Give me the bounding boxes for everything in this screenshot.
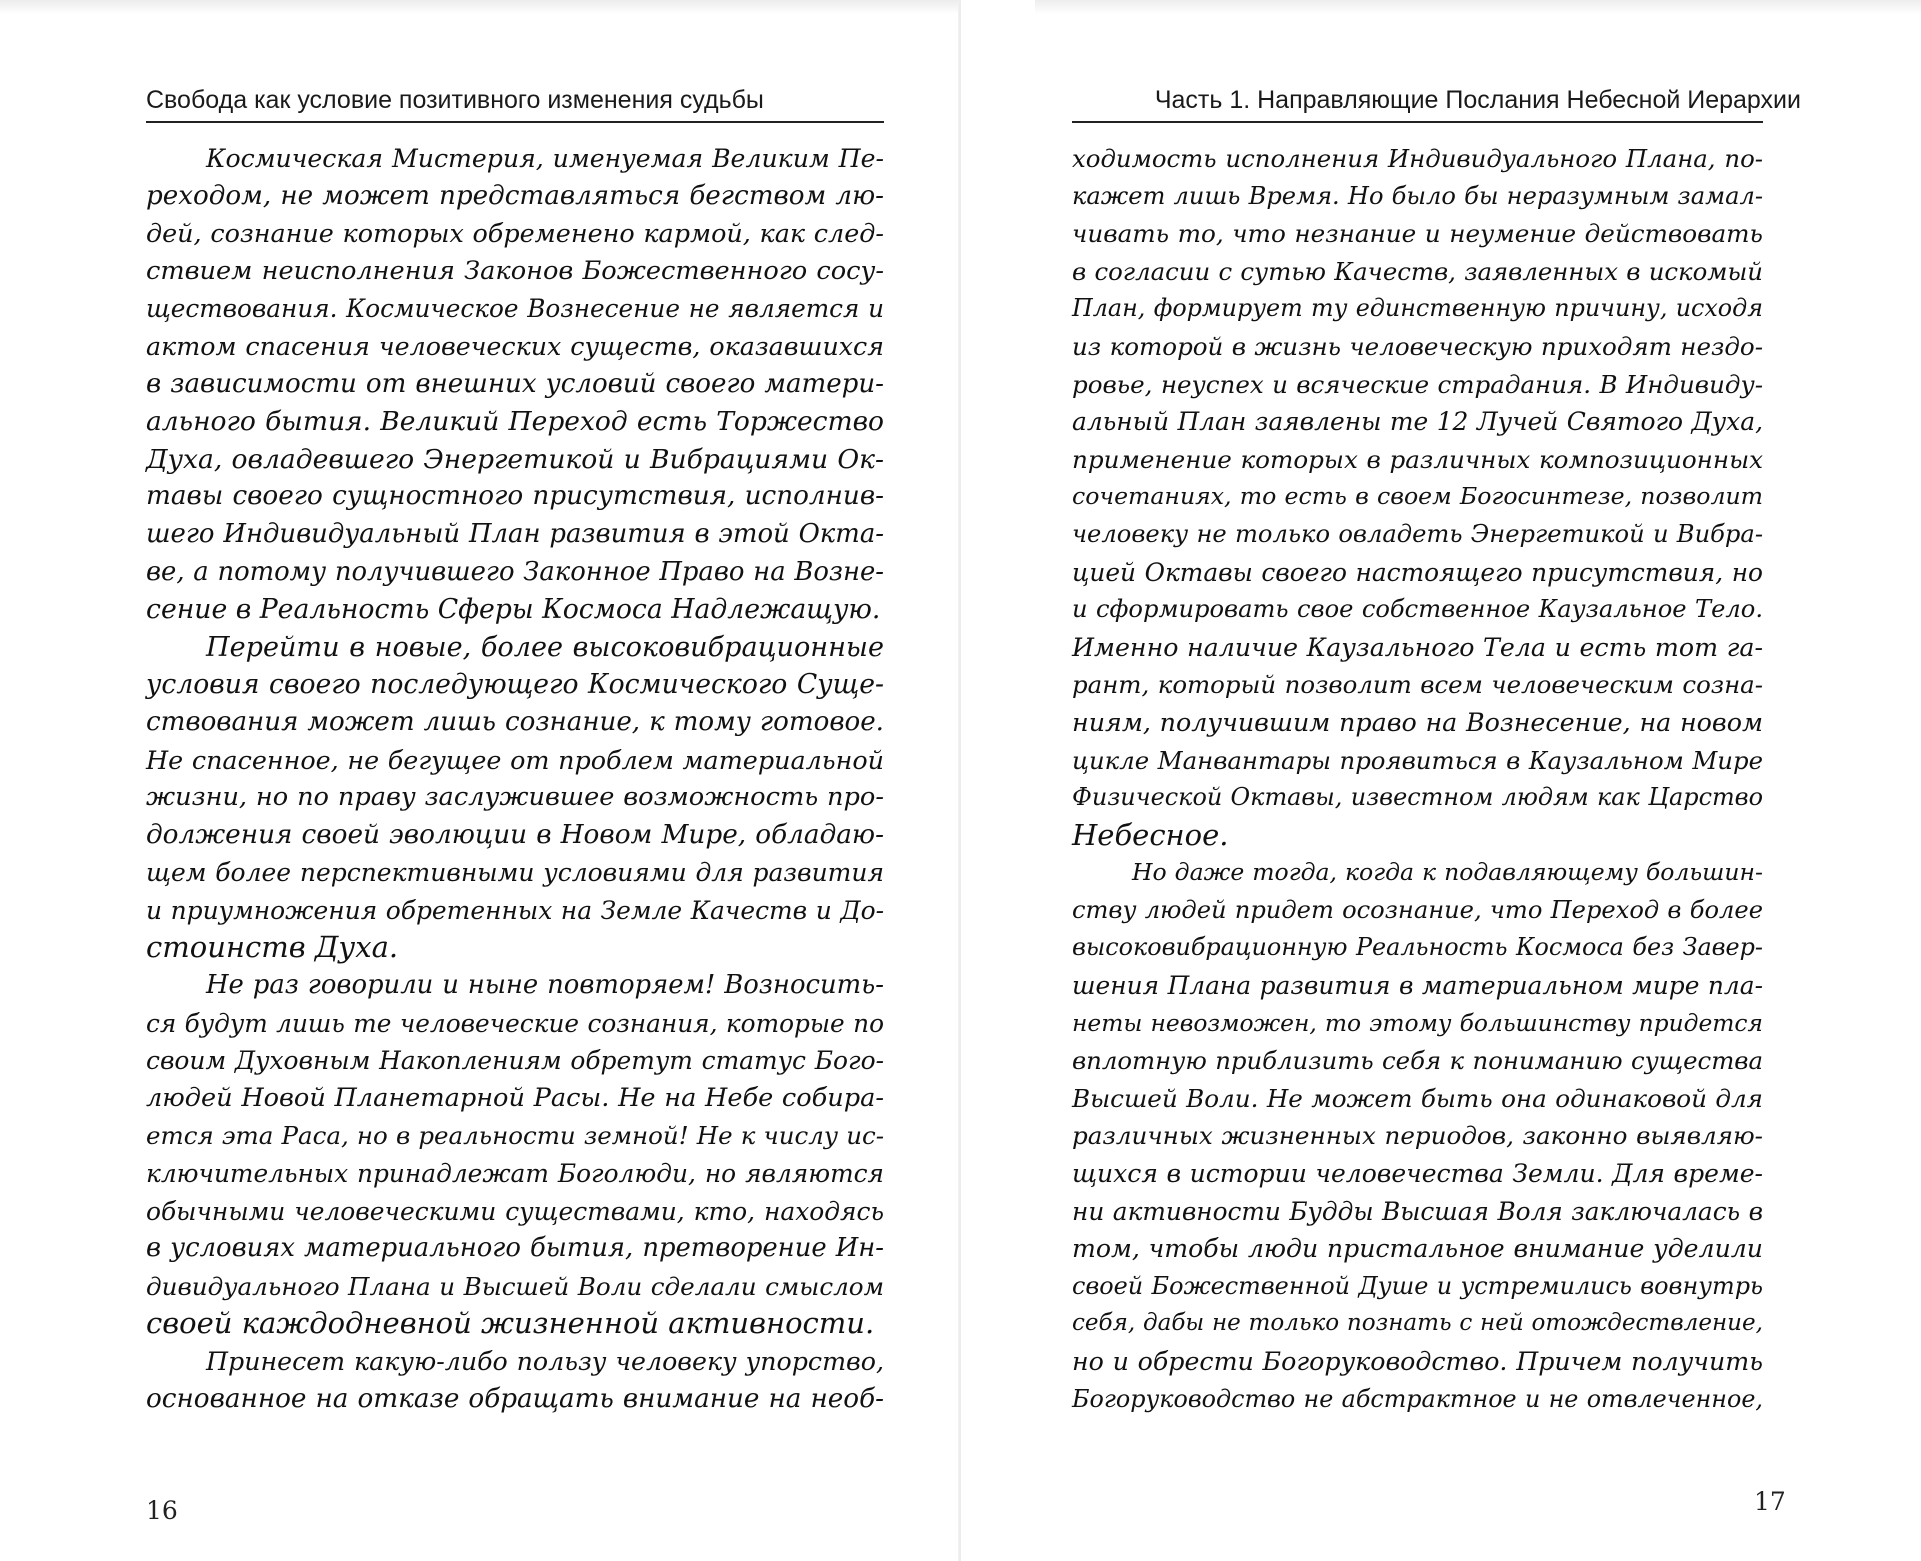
text-line: Высшей Воли. Не может быть она одинаковой для bbox=[1072, 1083, 1763, 1113]
text-line: реходом, не может представляться бегством лю- bbox=[146, 180, 884, 211]
text-line: но и обрести Богоруководство. Причем получить bbox=[1072, 1347, 1763, 1376]
text-line: сочетаниях, то есть в своем Богосинтезе, позволит bbox=[1072, 482, 1763, 511]
text-line: в согласии с сутью Качеств, заявленных в искомый bbox=[1072, 256, 1763, 286]
text-line: ется эта Раса, но в реальности земной! Не к числу ис- bbox=[146, 1121, 884, 1151]
running-head-left: Свобода как условие позитивного изменения судьбы bbox=[146, 86, 764, 114]
text-line: должения своей эволюции в Новом Мире, обладаю- bbox=[146, 819, 884, 850]
text-line: шего Индивидуальный План развития в этой Окта- bbox=[146, 518, 884, 549]
header-rule-left bbox=[146, 121, 884, 123]
text-line: актом спасения человеческих существ, оказавшихся bbox=[146, 330, 884, 361]
text-line: щихся в истории человечества Земли. Для време- bbox=[1072, 1159, 1763, 1189]
page-number-left: 16 bbox=[146, 1496, 178, 1525]
text-line: рант, который позволит всем человеческим созна- bbox=[1072, 670, 1763, 700]
text-line: высоковибрационную Реальность Космоса без Завер- bbox=[1072, 933, 1763, 962]
text-line: неты невозможен, то этому большинству придется bbox=[1072, 1008, 1763, 1037]
text-line: своей Божественной Душе и устремились вовнутрь bbox=[1072, 1271, 1763, 1300]
text-line: сение в Реальность Сферы Космоса Надлежащую. bbox=[146, 594, 881, 626]
text-line: Не раз говорили и ныне повторяем! Возносить- bbox=[206, 970, 884, 1001]
text-line: вплотную приблизить себя к пониманию существа bbox=[1072, 1046, 1763, 1076]
text-line: и сформировать свое собственное Каузальное Тело. bbox=[1072, 595, 1763, 624]
text-line: чивать то, что незнание и неумение действовать bbox=[1072, 219, 1763, 249]
text-line: ству людей придет осознание, что Переход в более bbox=[1072, 895, 1763, 924]
text-line: ниям, получившим право на Вознесение, на новом bbox=[1072, 706, 1763, 737]
text-line: Но даже тогда, когда к подавляющему большин- bbox=[1132, 858, 1763, 887]
text-line: тавы своего сущностного присутствия, исполнив- bbox=[146, 481, 884, 512]
text-line: дивидуального Плана и Высшей Воли сделали смыслом bbox=[146, 1271, 884, 1301]
text-line: в условиях материального бытия, претворение Ин- bbox=[146, 1233, 884, 1264]
text-line: альный План заявлены те 12 Лучей Святого Духа, bbox=[1072, 407, 1763, 437]
body-text-left bbox=[146, 140, 884, 1418]
text-line: щем более перспективными условиями для развития bbox=[146, 858, 884, 888]
text-line: шения Плана развития в материальном мире пла- bbox=[1072, 971, 1763, 1001]
text-line: обычными человеческими существами, кто, находясь bbox=[146, 1196, 884, 1226]
text-line: План, формирует ту единственную причину, исходя bbox=[1072, 294, 1763, 323]
page-number-right: 17 bbox=[1754, 1487, 1786, 1516]
text-line: и приумножения обретенных на Земле Качеств и До- bbox=[146, 895, 884, 925]
text-line: людей Новой Планетарной Расы. Не на Небе собира- bbox=[146, 1082, 884, 1113]
text-line: кажет лишь Время. Но было бы неразумным замал- bbox=[1072, 181, 1763, 210]
text-line: ве, а потому получившего Законное Право на Возне- bbox=[146, 556, 884, 587]
text-line: ществования. Космическое Вознесение не является и bbox=[146, 294, 884, 324]
text-line: основанное на отказе обращать внимание на необ- bbox=[146, 1383, 884, 1414]
text-line: Принесет какую-либо пользу человеку упорство, bbox=[206, 1347, 884, 1376]
page-top-shadow bbox=[0, 0, 960, 14]
right-page bbox=[961, 0, 1921, 1561]
text-line: из которой в жизнь человеческую приходят нездо- bbox=[1072, 331, 1763, 361]
text-line: различных жизненных периодов, законно выявляю- bbox=[1072, 1121, 1763, 1151]
text-line: Богоруководство не абстрактное и не отвлеченное, bbox=[1072, 1384, 1763, 1413]
text-line: условия своего последующего Космического Суще- bbox=[146, 669, 884, 701]
text-line: себя, дабы не только познать с ней отождествление, bbox=[1072, 1310, 1763, 1337]
text-line: Духа, овладевшего Энергетикой и Вибрациями Ок- bbox=[146, 443, 884, 475]
text-line: дей, сознание которых обременено кармой, как след- bbox=[146, 218, 884, 249]
text-line: ся будут лишь те человеческие сознания, которые по bbox=[146, 1008, 884, 1038]
text-line: своей каждодневной жизненной активности. bbox=[146, 1306, 875, 1341]
text-line: ствием неисполнения Законов Божественного сосу- bbox=[146, 255, 884, 286]
text-line: ни активности Будды Высшая Воля заключалась в bbox=[1072, 1196, 1763, 1226]
text-line: человеку не только овладеть Энергетикой и Вибра- bbox=[1072, 519, 1763, 548]
text-line: ствования может лишь сознание, к тому готовое. bbox=[146, 706, 884, 737]
text-line: ключительных принадлежат Боголюди, но являются bbox=[146, 1159, 884, 1189]
text-line: том, чтобы люди пристальное внимание уделили bbox=[1072, 1234, 1763, 1264]
text-line: Перейти в новые, более высоковибрационные bbox=[206, 631, 884, 663]
text-line: применение которых в различных композиционных bbox=[1072, 444, 1763, 474]
text-line: своим Духовным Накоплениям обретут статус Бого- bbox=[146, 1046, 884, 1076]
running-head-right: Часть 1. Направляющие Послания Небесной Иерархии bbox=[1154, 86, 1801, 114]
text-line: ходимость исполнения Индивидуального Плана, по- bbox=[1072, 144, 1763, 173]
text-line: цией Октавы своего настоящего присутствия, но bbox=[1072, 557, 1763, 587]
text-line: стоинств Духа. bbox=[146, 930, 399, 965]
left-page bbox=[0, 0, 960, 1561]
text-line: Космическая Мистерия, именуемая Великим Пе- bbox=[206, 144, 884, 173]
text-line: жизни, но по праву заслужившее возможность про- bbox=[146, 782, 884, 813]
page-top-shadow bbox=[1035, 0, 1921, 14]
text-line: Небесное. bbox=[1072, 817, 1229, 852]
body-text-right bbox=[1072, 140, 1763, 1418]
text-line: ровье, неуспех и всяческие страдания. В Индивиду- bbox=[1072, 369, 1763, 399]
text-line: Не спасенное, не бегущее от проблем материальной bbox=[146, 744, 884, 775]
header-rule-right bbox=[1072, 121, 1763, 123]
text-line: Физической Октавы, известном людям как Царство bbox=[1072, 783, 1763, 812]
text-line: цикле Манвантары проявиться в Каузальном Мире bbox=[1072, 745, 1763, 775]
text-line: ального бытия. Великий Переход есть Торжество bbox=[146, 406, 884, 438]
text-line: Именно наличие Каузального Тела и есть тот га- bbox=[1072, 632, 1763, 662]
text-line: в зависимости от внешних условий своего матери- bbox=[146, 368, 884, 399]
